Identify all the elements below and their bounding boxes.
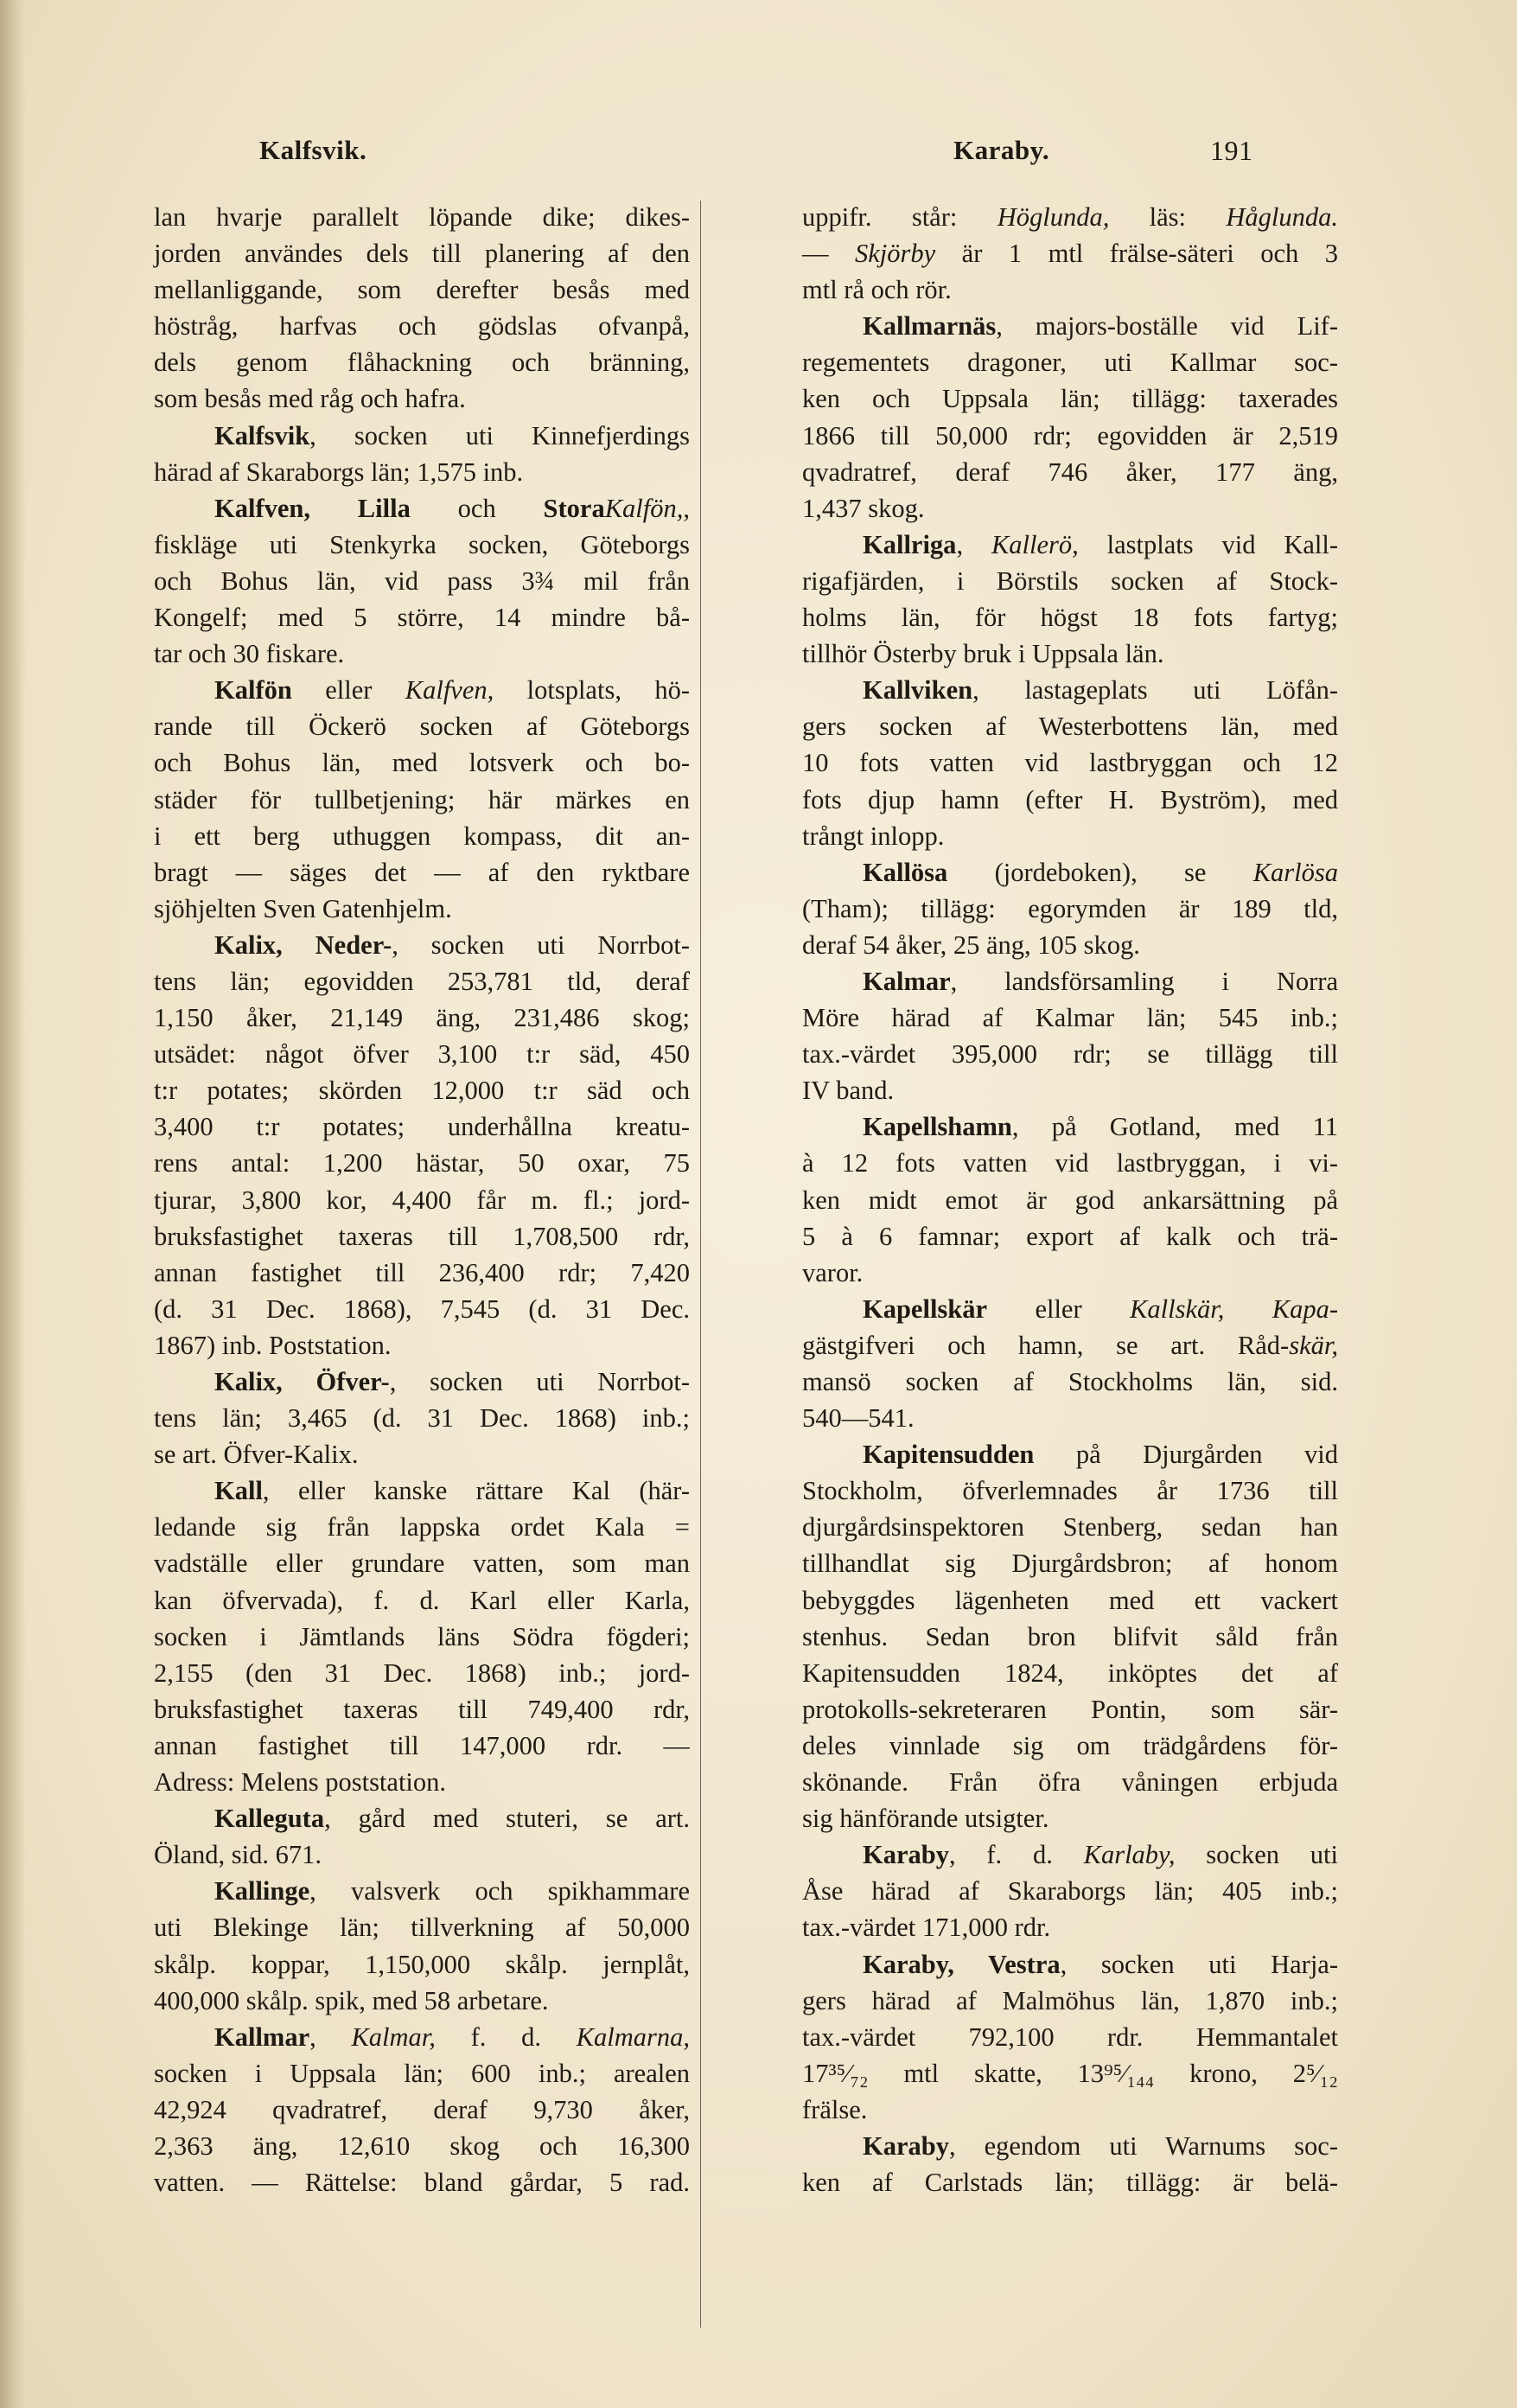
text-line — [742, 1873, 1338, 1909]
headword: Kallösa — [863, 857, 948, 887]
text-line — [742, 1255, 1338, 1291]
right-entry — [742, 1436, 1338, 1836]
line-text: och — [410, 493, 544, 523]
line-text: Möre härad af Kalmar län; 545 inb.; — [802, 1003, 1338, 1033]
headword: Kallinge — [214, 1876, 310, 1907]
line-text: eller — [291, 675, 405, 706]
text-line — [742, 2019, 1338, 2055]
left-entry — [93, 418, 690, 490]
line-text: lan hvarje parallelt löpande dike; dikes- — [154, 202, 690, 232]
line-text: bruksfastighet taxeras till 1,708,500 rdr, — [154, 1221, 690, 1251]
text-line — [742, 344, 1338, 380]
right-entry — [742, 2128, 1338, 2200]
text-line — [742, 891, 1338, 927]
text-line — [93, 636, 690, 672]
line-text: sjöhjelten Sven Gatenhjelm. — [154, 893, 452, 923]
text-line — [93, 1655, 690, 1691]
line-text: à 12 fots vatten vid lastbryggan, i vi- — [802, 1148, 1338, 1178]
line-text: ken af Carlstads län; tillägg: är belä- — [802, 2168, 1338, 2198]
text-line — [742, 1218, 1338, 1255]
text-line — [742, 818, 1338, 854]
text-line — [742, 2164, 1338, 2200]
italic-text: Kalmarna, — [576, 2022, 690, 2052]
text-line — [742, 454, 1338, 490]
line-text: Stockholm, öfverlemnades år 1736 till — [802, 1476, 1338, 1506]
text-line — [742, 1036, 1338, 1072]
line-text: stenhus. Sedan bron blifvit såld från — [802, 1621, 1338, 1651]
line-text: 540—541. — [802, 1403, 915, 1434]
headword: Kall — [214, 1476, 263, 1506]
running-head — [91, 135, 1271, 178]
headword: Kalmar — [863, 966, 951, 996]
text-line — [93, 927, 690, 963]
line-text: , gård med stuteri, se art. — [324, 1804, 690, 1834]
page-binding-shadow — [0, 0, 26, 2408]
text-line — [93, 490, 690, 527]
text-line — [93, 599, 690, 636]
text-line — [93, 708, 690, 744]
text-line — [742, 380, 1338, 417]
line-text: varor. — [802, 1257, 864, 1287]
text-line — [93, 1072, 690, 1108]
line-text: eller — [987, 1293, 1131, 1324]
line-text: ken midt emot är god ankarsättning på — [802, 1185, 1338, 1215]
line-text: , f. d. — [948, 1840, 1084, 1870]
line-text: jorden användes dels till planering af den — [154, 239, 690, 269]
line-text: 5 à 6 famnar; export af kalk och trä- — [802, 1221, 1338, 1251]
left-entry — [93, 2019, 690, 2200]
right-entry — [742, 1946, 1338, 2128]
line-text: i ett berg uthuggen kompass, dit an- — [154, 821, 690, 851]
text-line — [742, 490, 1338, 527]
line-text: vatten. — Rättelse: bland gårdar, 5 rad. — [154, 2168, 690, 2198]
italic-text: Kallerö, — [991, 529, 1079, 559]
text-line — [742, 1072, 1338, 1108]
text-line — [93, 1436, 690, 1472]
line-text: Åse härad af Skaraborgs län; 405 inb.; — [802, 1876, 1338, 1907]
text-line — [742, 1400, 1338, 1436]
text-line — [93, 963, 690, 1000]
line-text: som besås med råg och hafra. — [154, 384, 466, 414]
line-text: 1867) inb. Poststation. — [154, 1330, 392, 1360]
line-text: vadställe eller grundare vatten, som man — [154, 1549, 690, 1579]
line-text: Öland, sid. 671. — [154, 1840, 322, 1870]
text-line — [742, 1291, 1338, 1327]
right-entry — [742, 854, 1338, 963]
headword: Kallmar — [214, 2022, 310, 2052]
line-text: mansö socken af Stockholms län, sid. — [802, 1367, 1338, 1396]
line-text: , — [956, 529, 991, 559]
headword: Kallviken — [863, 675, 973, 706]
text-line — [742, 1472, 1338, 1509]
text-line — [93, 454, 690, 490]
left-entry — [93, 1800, 690, 1873]
right-entry — [742, 672, 1338, 853]
text-line — [93, 344, 690, 380]
text-line — [93, 308, 690, 344]
left-entry — [93, 199, 690, 418]
line-text: trångt inlopp. — [802, 821, 945, 851]
line-text: socken i Uppsala län; 600 inb.; arealen — [154, 2058, 690, 2088]
italic-text: Höglunda, — [997, 202, 1110, 232]
line-text: annan fastighet till 236,400 rdr; 7,420 — [154, 1257, 690, 1287]
left-entry — [93, 672, 690, 927]
line-text: Kongelf; med 5 större, 14 mindre bå- — [154, 603, 690, 633]
running-head-left: Kalfsvik. — [259, 135, 367, 165]
italic-text: Kallskär, Kapa- — [1130, 1293, 1338, 1324]
headword: Kapitensudden — [863, 1440, 1035, 1470]
line-text: se art. Öfver-Kalix. — [154, 1440, 359, 1470]
line-text: tens län; 3,465 (d. 31 Dec. 1868) inb.; — [154, 1403, 690, 1434]
headword: Karaby, Vestra — [863, 1949, 1061, 1979]
text-line — [742, 271, 1338, 308]
line-text: protokolls-sekreteraren Pontin, som sär- — [802, 1694, 1338, 1724]
right-entry — [742, 527, 1338, 672]
text-line — [742, 1619, 1338, 1655]
line-text: 400,000 skålp. spik, med 58 arbetare. — [154, 1985, 549, 2015]
left-entry — [93, 1873, 690, 2018]
text-line — [742, 963, 1338, 1000]
text-line — [93, 1836, 690, 1873]
line-text: mtl rå och rör. — [802, 275, 952, 305]
line-text: bebyggdes lägenheten med ett vackert — [802, 1585, 1338, 1615]
line-text: t:r potates; skörden 12,000 t:r säd och — [154, 1076, 690, 1106]
text-line — [742, 1108, 1338, 1145]
line-text: , lastageplats uti Löfån- — [972, 675, 1338, 706]
line-text: tax.-värdet 171,000 rdr. — [802, 1913, 1051, 1943]
line-text: (d. 31 Dec. 1868), 7,545 (d. 31 Dec. — [154, 1293, 690, 1324]
line-text: 1866 till 50,000 rdr; egovidden är 2,519 — [802, 420, 1338, 450]
line-text: tillhandlat sig Djurgårdsbron; af honom — [802, 1549, 1338, 1579]
line-text: qvadratref, deraf 746 åker, 177 äng, — [802, 457, 1338, 487]
text-line — [742, 199, 1338, 235]
text-line — [742, 2092, 1338, 2128]
line-text: gers härad af Malmöhus län, 1,870 inb.; — [802, 1985, 1338, 2015]
headword: Kalix, Neder- — [214, 929, 392, 960]
line-text: f. d. — [435, 2022, 577, 2052]
text-line — [93, 2128, 690, 2164]
text-line — [93, 1327, 690, 1364]
text-line — [93, 1873, 690, 1909]
line-text: tax.-värdet 395,000 rdr; se tillägg till — [802, 1039, 1338, 1070]
text-line — [93, 1764, 690, 1800]
line-text: djurgårdsinspektoren Stenberg, sedan han — [802, 1512, 1338, 1543]
text-line — [93, 1691, 690, 1728]
line-text: , valsverk och spikhammare — [309, 1876, 690, 1907]
line-text: , socken uti Norrbot- — [392, 929, 690, 960]
text-line — [93, 527, 690, 563]
line-text: är 1 mtl frälse-säteri och 3 — [935, 239, 1338, 269]
text-line — [742, 527, 1338, 563]
text-line — [742, 1582, 1338, 1619]
headword: Karaby — [863, 2130, 949, 2161]
text-line — [742, 1800, 1338, 1836]
line-text: frälse. — [802, 2094, 868, 2124]
text-line — [93, 2019, 690, 2055]
text-line — [93, 1909, 690, 1945]
right-entry — [742, 1108, 1338, 1290]
text-line — [742, 2128, 1338, 2164]
line-text: sig hänförande utsigter. — [802, 1804, 1049, 1834]
line-text: gers socken af Westerbottens län, med — [802, 712, 1338, 742]
text-line — [742, 1728, 1338, 1764]
line-text: städer för tullbetjening; här märkes en — [154, 784, 690, 814]
text-line — [742, 672, 1338, 708]
text-line — [742, 1655, 1338, 1691]
text-line — [742, 563, 1338, 599]
line-text: och Bohus län, vid pass 3¾ mil från — [154, 565, 690, 596]
text-line — [93, 1364, 690, 1400]
italic-text: Skjörby — [855, 239, 936, 269]
line-text: , eller kanske rättare Kal (här- — [262, 1476, 690, 1506]
line-text: IV band. — [802, 1076, 895, 1106]
line-text: , — [309, 2022, 352, 2052]
line-text: , majors-boställe vid Lif- — [996, 311, 1338, 342]
right-entry — [742, 963, 1338, 1108]
line-text: 1,150 åker, 21,149 äng, 231,486 skog; — [154, 1003, 690, 1033]
text-line — [93, 418, 690, 454]
text-line — [742, 744, 1338, 781]
text-line — [742, 599, 1338, 636]
line-text: 1,437 skog. — [802, 493, 925, 523]
line-text: på Djurgården vid — [1034, 1440, 1338, 1470]
text-line — [742, 1764, 1338, 1800]
line-text: , — [683, 493, 690, 523]
headword: Kapellshamn — [863, 1112, 1012, 1142]
line-text: 17³⁵⁄₇₂ mtl skatte, 13⁹⁵⁄₁₄₄ krono, 2⁵⁄₁₂ — [802, 2058, 1338, 2088]
line-text: 10 fots vatten vid lastbryggan och 12 — [802, 748, 1338, 778]
line-text: ledande sig från lappska ordet Kala = — [154, 1512, 690, 1543]
headword: Kalfön — [214, 675, 292, 706]
line-text: skönande. Från öfra våningen erbjuda — [802, 1767, 1338, 1798]
text-line — [93, 782, 690, 818]
text-line — [93, 1000, 690, 1036]
text-line — [93, 1619, 690, 1655]
text-line — [742, 1509, 1338, 1545]
text-line — [93, 1582, 690, 1619]
text-line — [742, 1909, 1338, 1945]
line-text: tens län; egovidden 253,781 tld, deraf — [154, 966, 690, 996]
text-line — [742, 1983, 1338, 2019]
text-line — [742, 308, 1338, 344]
line-text: mellanliggande, som derefter besås med — [154, 275, 690, 305]
text-line — [742, 1327, 1338, 1364]
line-text: — — [802, 239, 855, 269]
headword: Kalfsvik — [214, 420, 310, 450]
text-line — [742, 418, 1338, 454]
italic-text: Håglunda. — [1226, 202, 1338, 232]
text-line — [93, 1728, 690, 1764]
text-line — [742, 1145, 1338, 1181]
line-text: tax.-värdet 792,100 rdr. Hemmantalet — [802, 2022, 1338, 2052]
line-text: 2,363 äng, 12,610 skog och 16,300 — [154, 2130, 690, 2161]
line-text: tjurar, 3,800 kor, 4,400 får m. fl.; jord- — [154, 1185, 690, 1215]
text-line — [93, 1036, 690, 1072]
line-text: utsädet: något öfver 3,100 t:r säd, 450 — [154, 1039, 690, 1070]
line-text: deraf 54 åker, 25 äng, 105 skog. — [802, 929, 1140, 960]
text-line — [742, 927, 1338, 963]
line-text: socken i Jämtlands läns Södra fögderi; — [154, 1621, 690, 1651]
headword: Stora — [543, 493, 605, 523]
line-text: uti Blekinge län; tillverkning af 50,000 — [154, 1913, 690, 1943]
column-rule — [700, 201, 701, 2328]
text-line — [93, 199, 690, 235]
text-line — [93, 380, 690, 417]
line-text: Adress: Melens poststation. — [154, 1767, 447, 1798]
text-line — [93, 891, 690, 927]
line-text: fiskläge uti Stenkyrka socken, Göteborgs — [154, 529, 690, 559]
line-text: , egendom uti Warnums soc- — [948, 2130, 1338, 2161]
text-line — [93, 1108, 690, 1145]
line-text: tar och 30 fiskare. — [154, 639, 345, 669]
text-line — [93, 1291, 690, 1327]
text-line — [742, 1545, 1338, 1581]
line-text: kan öfvervada), f. d. Karl eller Karla, — [154, 1585, 690, 1615]
right-column — [742, 199, 1338, 2343]
line-text: lastplats vid Kall- — [1078, 529, 1338, 559]
line-text: regementets dragoner, uti Kallmar soc- — [802, 348, 1338, 378]
line-text: Kapitensudden 1824, inköptes det af — [802, 1657, 1338, 1688]
line-text: gästgifveri och hamn, se art. Råd- — [802, 1330, 1290, 1360]
line-text: läs: — [1109, 202, 1227, 232]
italic-text: Kalfön, — [604, 493, 684, 523]
headword: Kalleguta — [214, 1804, 325, 1834]
text-line — [742, 235, 1338, 271]
text-line — [742, 1364, 1338, 1400]
line-text: , socken uti Norrbot- — [389, 1367, 690, 1396]
text-line — [93, 235, 690, 271]
text-line — [93, 744, 690, 781]
text-line — [742, 782, 1338, 818]
running-head-right: Karaby. — [953, 135, 1050, 165]
text-line — [742, 1436, 1338, 1472]
italic-text: Kalmar, — [351, 2022, 436, 2052]
text-line — [93, 1218, 690, 1255]
headword: Karaby — [863, 1840, 949, 1870]
italic-text: Karlaby, — [1083, 1840, 1176, 1870]
line-text: och Bohus län, med lotsverk och bo- — [154, 748, 690, 778]
line-text: rande till Öckerö socken af Göteborgs — [154, 712, 690, 742]
right-entry — [742, 1291, 1338, 1436]
line-text: höstråg, harfvas och gödslas ofvanpå, — [154, 311, 690, 342]
headword: Kapellskär — [863, 1293, 988, 1324]
text-line — [93, 1509, 690, 1545]
right-entry — [742, 308, 1338, 527]
text-line — [93, 2164, 690, 2200]
line-text: uppifr. står: — [802, 202, 998, 232]
line-text: härad af Skaraborgs län; 1,575 inb. — [154, 457, 524, 487]
line-text: fots djup hamn (efter H. Byström), med — [802, 784, 1338, 814]
line-text: , socken uti Harja- — [1060, 1949, 1338, 1979]
text-line — [742, 1946, 1338, 1983]
text-line — [93, 1983, 690, 2019]
line-text: socken uti — [1175, 1840, 1338, 1870]
line-text: annan fastighet till 147,000 rdr. — — [154, 1730, 690, 1760]
text-line — [93, 818, 690, 854]
left-entry — [93, 1472, 690, 1800]
left-column — [93, 199, 690, 2343]
line-text: , socken uti Kinnefjerdings — [309, 420, 690, 450]
line-text: , på Gotland, med 11 — [1011, 1112, 1338, 1142]
text-line — [93, 1545, 690, 1581]
text-line — [742, 708, 1338, 744]
line-text: rens antal: 1,200 hästar, 50 oxar, 75 — [154, 1148, 690, 1178]
text-line — [742, 1836, 1338, 1873]
right-entry — [742, 199, 1338, 308]
text-line — [93, 2055, 690, 2092]
line-text: rigafjärden, i Börstils socken af Stock- — [802, 565, 1338, 596]
text-line — [93, 1145, 690, 1181]
text-line — [742, 636, 1338, 672]
text-line — [93, 672, 690, 708]
text-line — [93, 2092, 690, 2128]
line-text: (Tham); tillägg: egorymden är 189 tld, — [802, 893, 1338, 923]
line-text: bruksfastighet taxeras till 749,400 rdr, — [154, 1694, 690, 1724]
line-text: deles vinnlade sig om trädgårdens för- — [802, 1730, 1338, 1760]
line-text: 3,400 t:r potates; underhållna kreatu- — [154, 1112, 690, 1142]
text-line — [93, 1472, 690, 1509]
line-text: holms län, för högst 18 fots fartyg; — [802, 603, 1338, 633]
text-line — [742, 1691, 1338, 1728]
headword: Kalfven, Lilla — [214, 493, 411, 523]
text-line — [93, 1946, 690, 1983]
line-text: tillhör Österby bruk i Uppsala län. — [802, 639, 1164, 669]
text-line — [93, 1400, 690, 1436]
line-text: 2,155 (den 31 Dec. 1868) inb.; jord- — [154, 1657, 690, 1688]
text-line — [742, 1182, 1338, 1218]
left-entry — [93, 927, 690, 1364]
line-text: ken och Uppsala län; tillägg: taxerades — [802, 384, 1338, 414]
text-line — [93, 271, 690, 308]
italic-text: Karlösa — [1252, 857, 1338, 887]
line-text: dels genom flåhackning och bränning, — [154, 348, 690, 378]
line-text: , landsförsamling i Norra — [950, 966, 1338, 996]
line-text: bragt — säges det — af den ryktbare — [154, 857, 690, 887]
headword: Kalix, Öfver- — [214, 1367, 390, 1396]
left-entry — [93, 490, 690, 672]
text-line — [742, 1000, 1338, 1036]
text-line — [742, 854, 1338, 891]
italic-text: skär, — [1289, 1330, 1338, 1360]
text-line — [93, 1182, 690, 1218]
text-line — [93, 854, 690, 891]
headword: Kallriga — [863, 529, 957, 559]
text-line — [93, 1255, 690, 1291]
text-line — [93, 563, 690, 599]
line-text: lotsplats, hö- — [494, 675, 690, 706]
text-line — [93, 1800, 690, 1836]
line-text: 42,924 qvadratref, deraf 9,730 åker, — [154, 2094, 690, 2124]
italic-text: Kalfven, — [405, 675, 494, 706]
text-line — [742, 2055, 1338, 2092]
headword: Kallmarnäs — [863, 311, 997, 342]
line-text: skålp. koppar, 1,150,000 skålp. jernplåt, — [154, 1949, 690, 1979]
line-text: (jordeboken), se — [947, 857, 1253, 887]
left-entry — [93, 1364, 690, 1472]
page-number: 191 — [1210, 135, 1253, 166]
right-entry — [742, 1836, 1338, 1945]
